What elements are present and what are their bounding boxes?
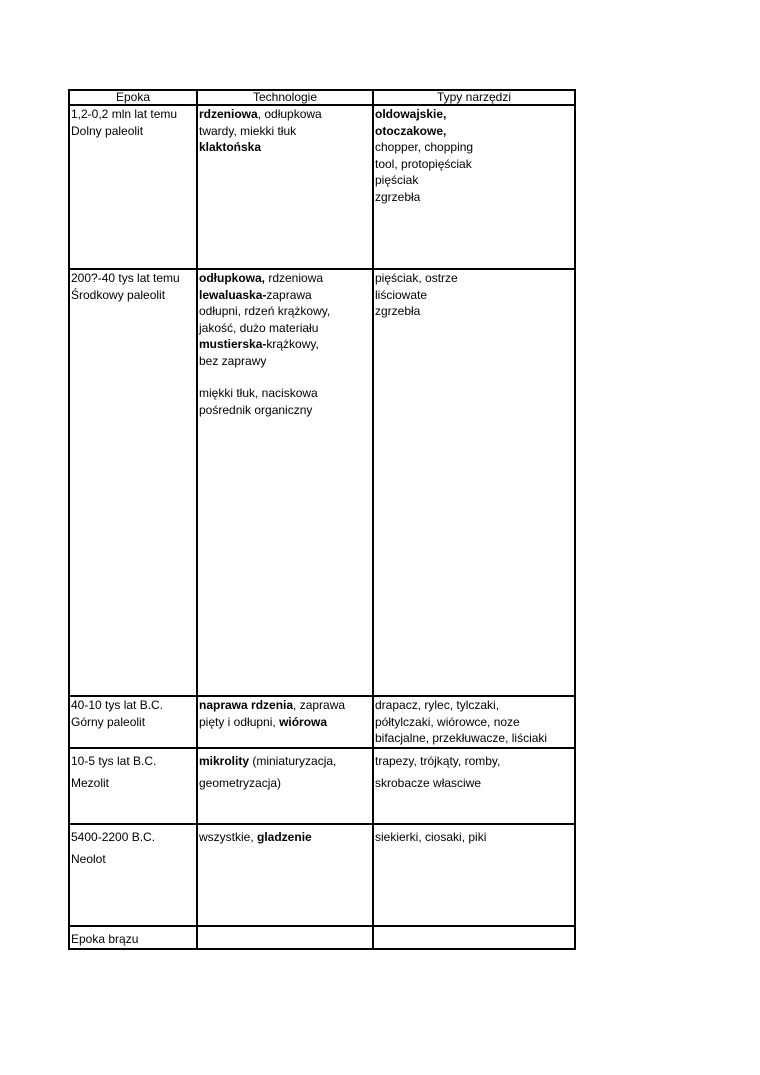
cell-typy-narzedzi [373, 926, 575, 949]
bold-run: wiórowa [279, 714, 328, 729]
text-line [199, 123, 372, 140]
text-line [375, 270, 574, 287]
cell-typy-narzedzi [373, 269, 575, 696]
epoch-name: Mezolit [71, 776, 110, 790]
text-run: jakość, dużo materiału [199, 320, 319, 335]
cell-epoka [69, 824, 197, 926]
text-run: bez zaprawy [199, 353, 267, 368]
text-run: krążkowy, [266, 337, 319, 351]
cell-epoka [69, 269, 197, 696]
text-line [199, 697, 372, 714]
table-row [69, 269, 575, 696]
cell-technologie [197, 926, 373, 949]
text-line [375, 172, 574, 189]
text-line [199, 714, 372, 731]
text-run: chopper, chopping [375, 140, 474, 154]
epoch-name: Środkowy paleolit [71, 287, 166, 302]
header-epoka: Epoka [69, 90, 197, 105]
text-run: półtylczaki, wiórowce, noze [375, 714, 520, 729]
table-row [69, 105, 575, 269]
text-run: pięściak [375, 173, 419, 187]
epoch-range: 200?-40 tys lat temu [71, 271, 180, 285]
cell-technologie [197, 824, 373, 926]
text-line [375, 829, 574, 846]
cell-epoka [69, 105, 197, 269]
cell-epoka [69, 696, 197, 748]
text-run: siekierki, ciosaki, piki [375, 829, 487, 844]
cell-technologie [197, 696, 373, 748]
text-line [199, 270, 372, 287]
text-run: pięty i odłupni, [199, 714, 280, 729]
epoch-range: 10-5 tys lat B.C. [71, 753, 157, 768]
epoch-range: 40-10 tys lat B.C. [71, 698, 164, 712]
text-line [375, 303, 574, 320]
text-line [199, 353, 372, 370]
cell-technologie [197, 105, 373, 269]
bold-run: rdzeniowa [199, 107, 258, 121]
bold-run: gladzenie [257, 829, 312, 844]
text-run: odłupni, rdzeń krążkowy, [199, 304, 331, 318]
text-line [375, 189, 574, 206]
text-run: , odłupkowa [257, 107, 322, 121]
epoch-name: Neolot [71, 852, 106, 866]
text-line [375, 753, 574, 770]
table-row [69, 748, 575, 824]
cell-typy-narzedzi [373, 696, 575, 748]
bold-run: naprawa rdzenia [199, 698, 294, 712]
header-technologie: Technologie [197, 90, 373, 105]
text-line [199, 287, 372, 304]
text-line [199, 829, 372, 846]
bold-run: mikrolity [199, 753, 250, 768]
text-run: pięściak, ostrze [375, 271, 458, 285]
text-line [375, 123, 574, 140]
text-line [375, 106, 574, 123]
cell-typy-narzedzi [373, 748, 575, 824]
text-line [375, 139, 574, 156]
text-line [199, 320, 372, 337]
header-row [69, 90, 575, 105]
text-line [199, 402, 372, 419]
bold-run: lewaluaska- [199, 287, 267, 302]
text-line [375, 156, 574, 173]
table-row [69, 824, 575, 926]
text-line [375, 714, 574, 731]
text-line [375, 775, 574, 792]
text-run: wszystkie, [199, 829, 258, 844]
cell-epoka [69, 748, 197, 824]
cell-technologie [197, 748, 373, 824]
cell-epoka [69, 926, 197, 949]
text-run: miękki tłuk, naciskowa [199, 386, 318, 400]
text-line [375, 287, 574, 304]
text-line [199, 775, 372, 792]
cell-typy-narzedzi [373, 105, 575, 269]
epoch-name: Górny paleolit [71, 714, 146, 729]
text-run: liściowate [375, 287, 428, 302]
bold-run: mustierska- [199, 337, 267, 351]
text-run: bifacjalne, przekłuwacze, liściaki [375, 731, 548, 745]
text-run: skrobacze własciwe [375, 776, 482, 790]
cell-technologie [197, 269, 373, 696]
bold-run: otoczakowe, [375, 123, 447, 138]
bold-run: oldowajskie, [375, 107, 447, 121]
text-line [199, 753, 372, 770]
text-run: , zaprawa [293, 698, 346, 712]
text-run: zgrzebła [375, 189, 421, 204]
text-run: twardy, miekki tłuk [199, 123, 297, 138]
bold-run: odłupkowa, [199, 271, 265, 285]
cell-typy-narzedzi [373, 824, 575, 926]
bold-run: klaktońska [199, 140, 262, 154]
epoch-range: 1,2-0,2 mln lat temu [71, 107, 178, 121]
text-run: (miniaturyzacja, [249, 753, 337, 768]
text-line [199, 385, 372, 402]
text-run: trapezy, trójkąty, romby, [375, 753, 501, 768]
header-typy-narzedzi: Typy narzędzi [373, 90, 575, 105]
text-run: tool, protopięściak [375, 156, 472, 171]
text-line [375, 730, 574, 747]
table-row [69, 696, 575, 748]
table-row [69, 926, 575, 949]
text-run: pośrednik organiczny [199, 402, 313, 417]
epoch-name: Dolny paleolit [71, 123, 144, 138]
text-line [199, 336, 372, 353]
epoch-range: 5400-2200 B.C. [71, 829, 156, 844]
text-run: geometryzacja) [199, 776, 282, 790]
text-line [375, 697, 574, 714]
text-line [199, 106, 372, 123]
text-run: zgrzebła [375, 304, 421, 318]
blank-line [199, 369, 372, 385]
text-run: zaprawa [266, 287, 312, 302]
text-line [199, 303, 372, 320]
text-line [199, 139, 372, 156]
text-run: drapacz, rylec, tylczaki, [375, 698, 500, 712]
epoch-name: Epoka brązu [71, 931, 139, 946]
text-run: rdzeniowa [265, 271, 324, 285]
epochs-table [68, 89, 576, 950]
